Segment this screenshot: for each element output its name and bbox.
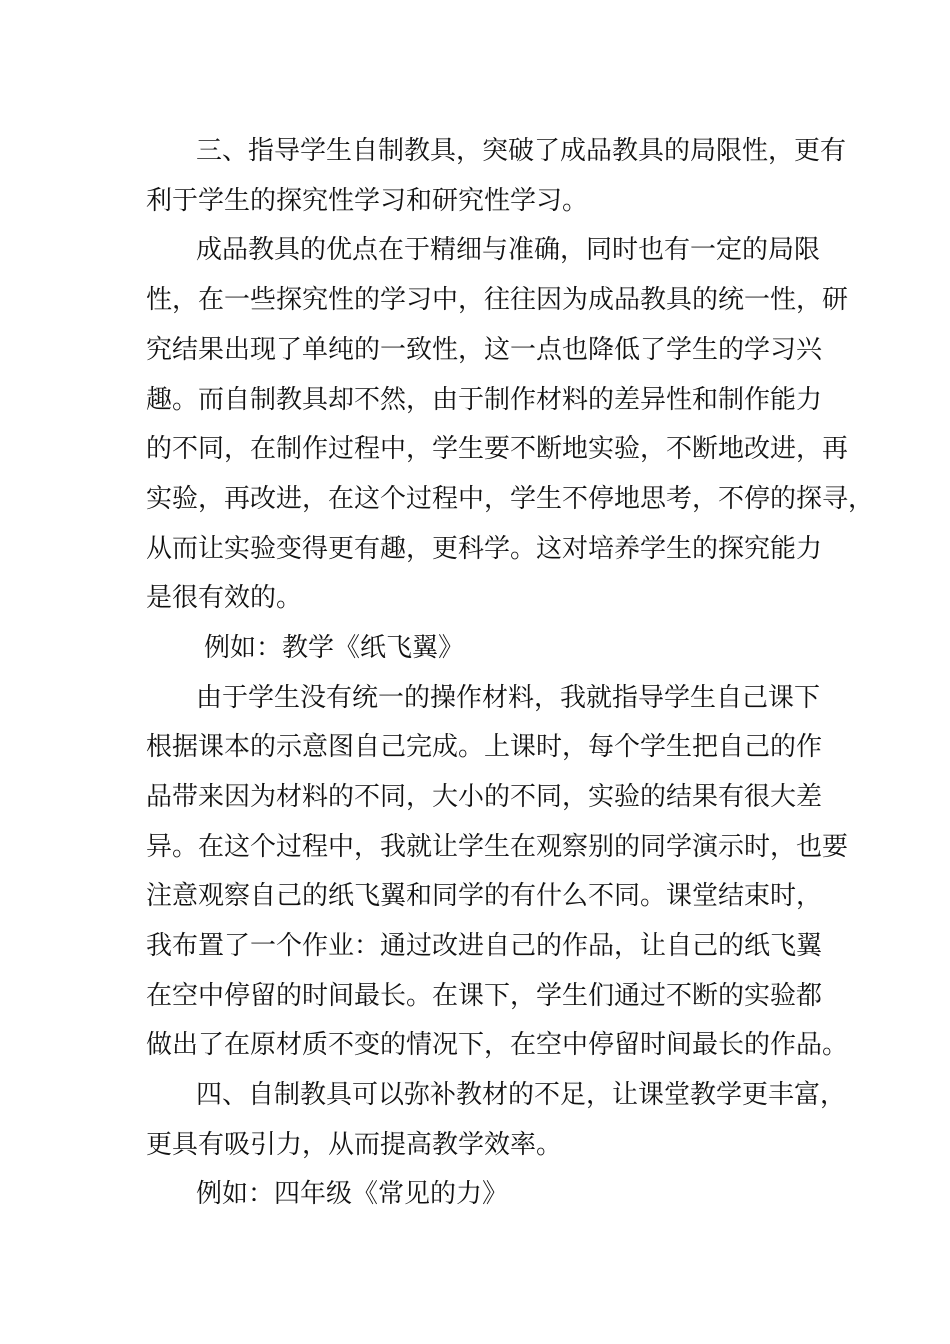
paragraph-4-heading-line-1: 四、自制教具可以弥补教材的不足，让课堂教学更丰富， (196, 1080, 847, 1110)
example-line-1: 例如：教学《纸飞翼》 (204, 633, 465, 663)
paragraph-body-line-8: 是很有效的。 (146, 583, 303, 613)
example-line-2: 例如：四年级《常见的力》 (196, 1179, 509, 1209)
paragraph-4-heading-line-2: 更具有吸引力，从而提高教学效率。 (146, 1130, 563, 1160)
example-body-line-5: 注意观察自己的纸飞翼和同学的有什么不同。课堂结束时， (146, 881, 823, 911)
example-body-line-1: 由于学生没有统一的操作材料，我就指导学生自己课下 (196, 683, 821, 713)
example-body-line-3: 品带来因为材料的不同，大小的不同，实验的结果有很大差 (146, 782, 823, 812)
paragraph-body-line-3: 究结果出现了单纯的一致性，这一点也降低了学生的学习兴 (146, 335, 823, 365)
paragraph-body-line-7: 从而让实验变得更有趣，更科学。这对培养学生的探究能力 (146, 534, 823, 564)
example-body-line-2: 根据课本的示意图自己完成。上课时，每个学生把自己的作 (146, 732, 823, 762)
example-body-line-7: 在空中停留的时间最长。在课下，学生们通过不断的实验都 (146, 981, 823, 1011)
example-body-line-8: 做出了在原材质不变的情况下，在空中停留时间最长的作品。 (146, 1030, 849, 1060)
paragraph-body-line-6: 实验，再改进，在这个过程中，学生不停地思考，不停的探寻， (146, 484, 875, 514)
paragraph-3-heading-line-1: 三、指导学生自制教具，突破了成品教具的局限性，更有 (196, 136, 847, 166)
paragraph-body-line-5: 的不同，在制作过程中，学生要不断地实验，不断地改进，再 (146, 434, 849, 464)
paragraph-body-line-2: 性，在一些探究性的学习中，往往因为成品教具的统一性，研 (146, 285, 849, 315)
paragraph-3-heading-line-2: 利于学生的探究性学习和研究性学习。 (146, 186, 589, 216)
paragraph-body-line-4: 趣。而自制教具却不然，由于制作材料的差异性和制作能力 (146, 385, 823, 415)
example-body-line-4: 异。在这个过程中，我就让学生在观察别的同学演示时，也要 (146, 832, 849, 862)
paragraph-body-line-1: 成品教具的优点在于精细与准确，同时也有一定的局限 (196, 235, 821, 265)
example-body-line-6: 我布置了一个作业：通过改进自己的作品，让自己的纸飞翼 (146, 931, 823, 961)
